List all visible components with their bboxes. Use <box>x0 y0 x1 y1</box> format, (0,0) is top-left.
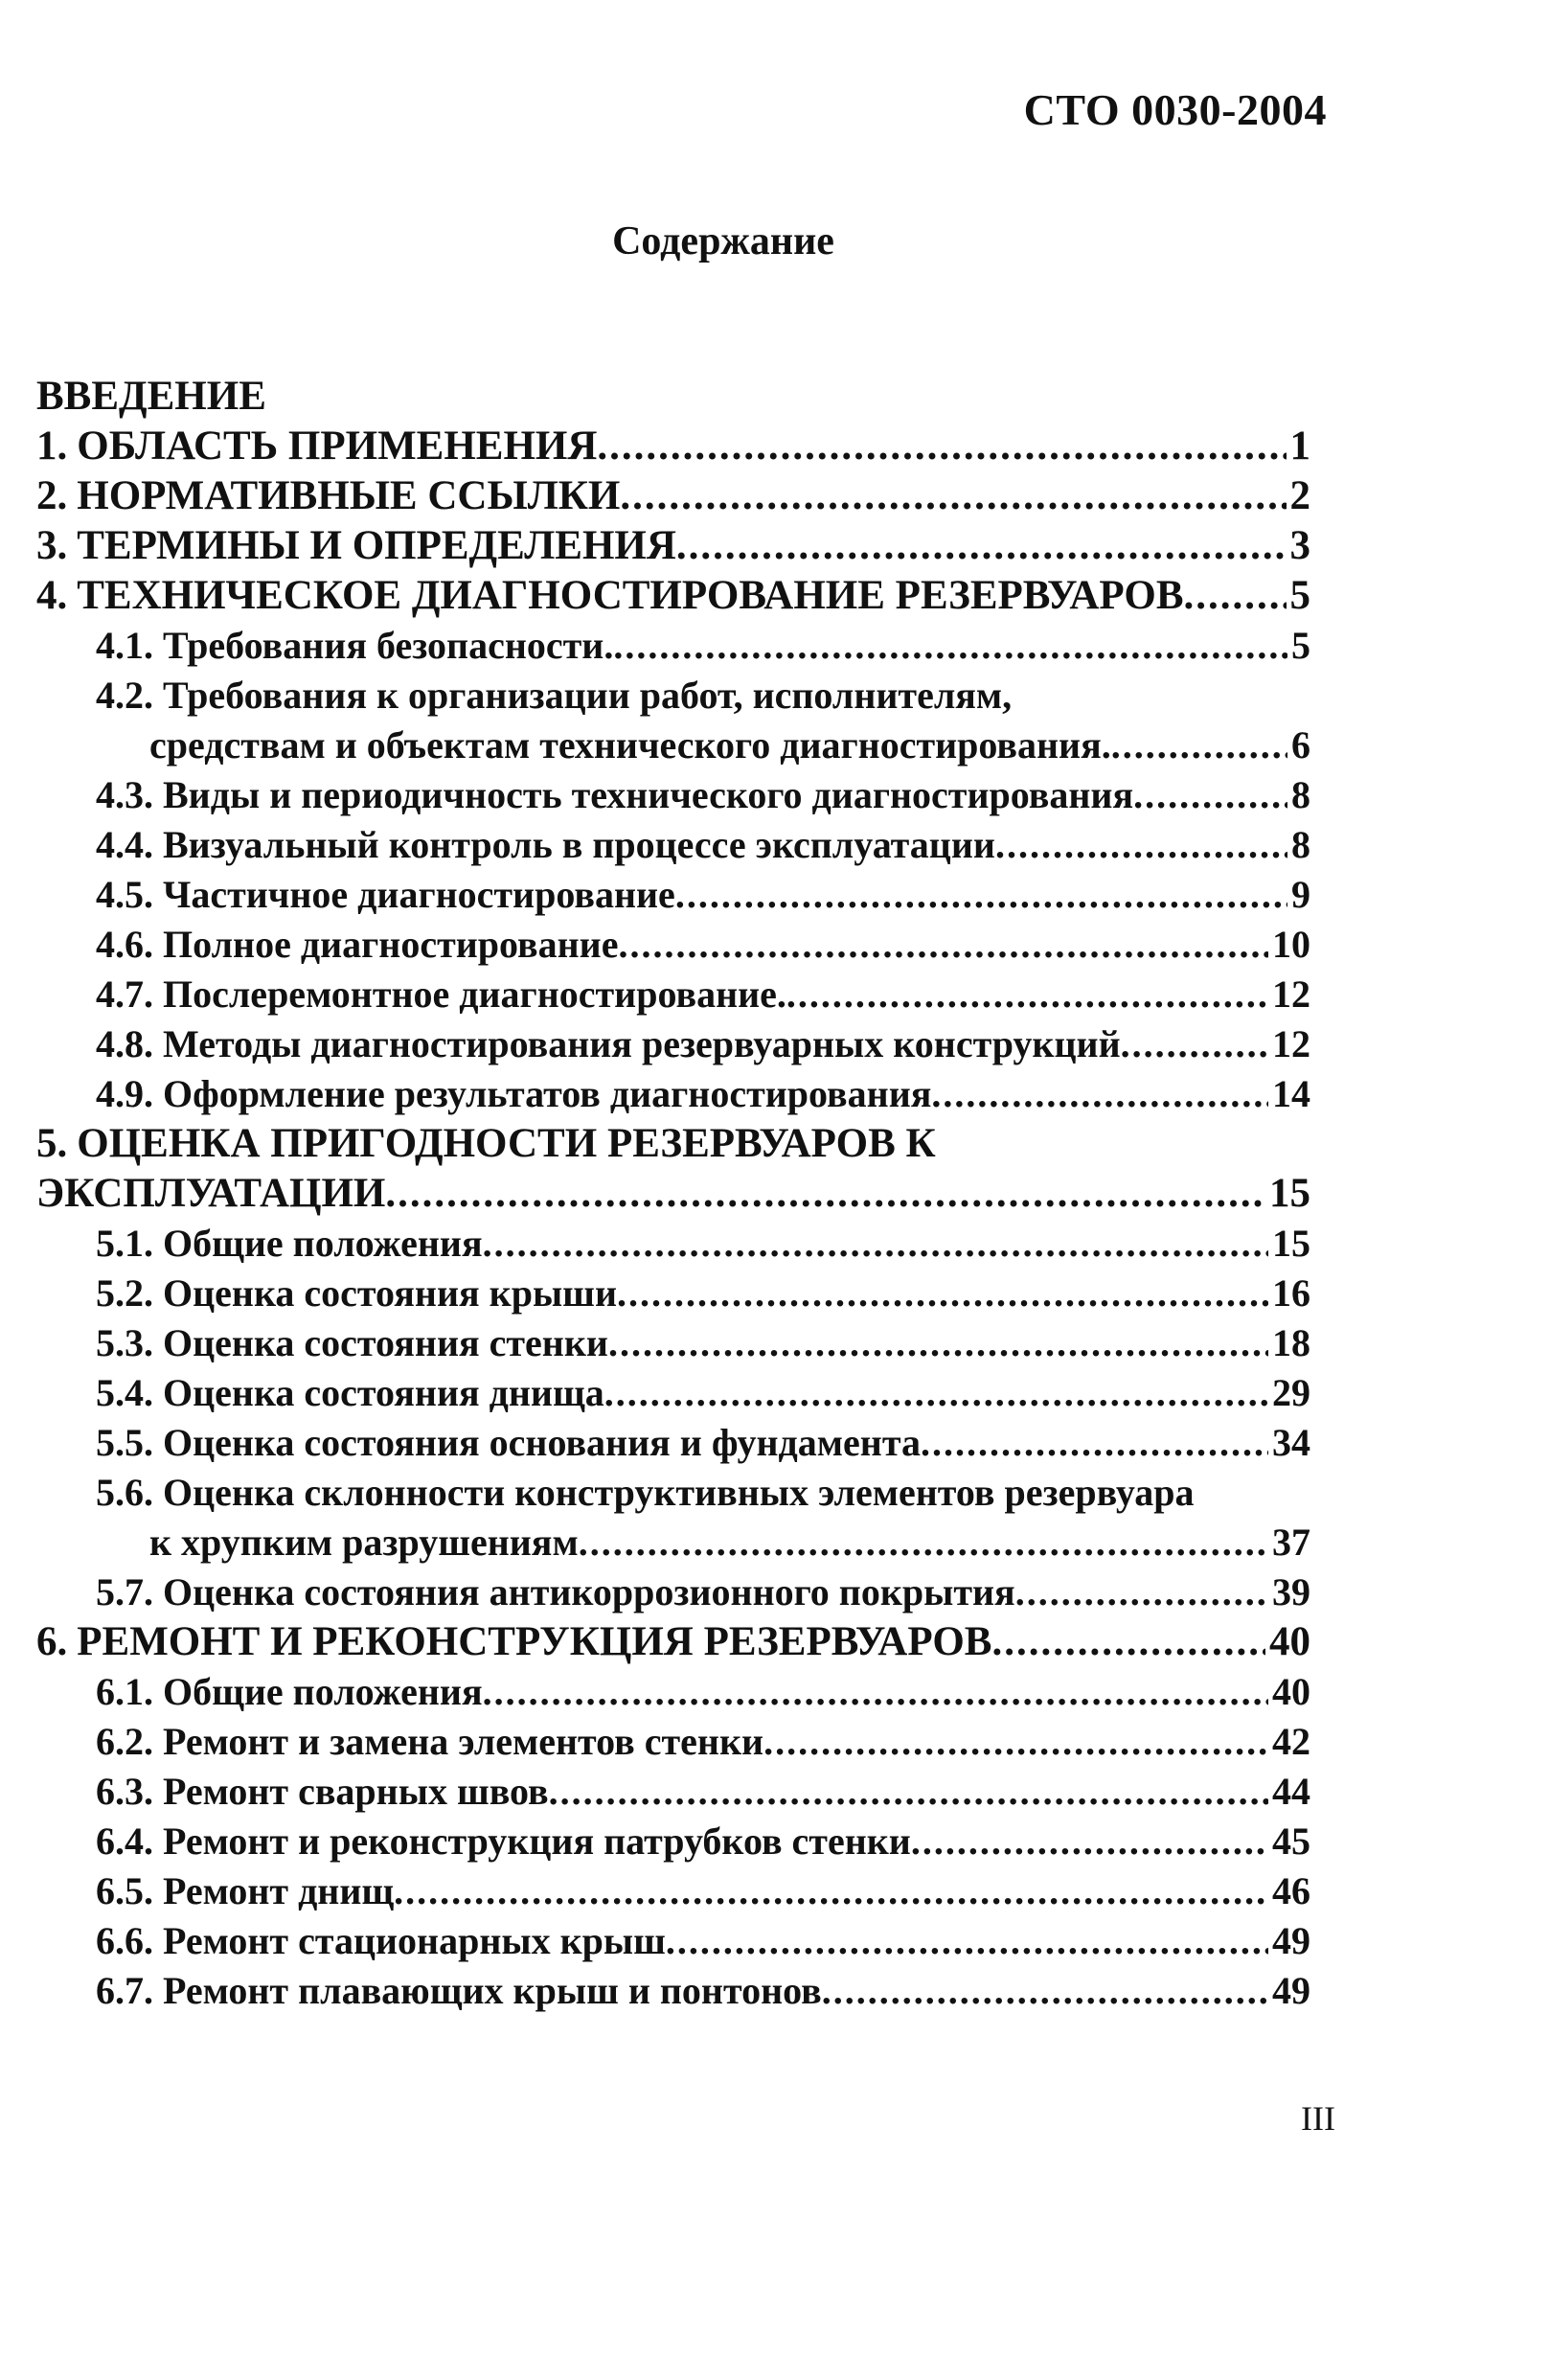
toc-entry[interactable] <box>36 820 1310 870</box>
toc-heading: Содержание <box>612 219 834 263</box>
toc-entry-page: 10 <box>1272 923 1310 966</box>
toc-entry-page: 8 <box>1291 823 1310 866</box>
toc-entry-page: 45 <box>1272 1819 1310 1863</box>
toc-entry[interactable] <box>36 1966 1310 2016</box>
toc-entry-page: 12 <box>1272 1022 1310 1065</box>
toc-entry-number: 4.3. <box>96 773 153 816</box>
toc-entry-page: 46 <box>1272 1869 1310 1912</box>
toc-entry-title: Оценка состояния стенки <box>163 1321 608 1364</box>
toc-entry[interactable] <box>36 671 1310 721</box>
toc-entry-number: 5.7. <box>96 1570 153 1613</box>
toc-entry-title: Ремонт днищ <box>163 1869 395 1912</box>
toc-entry-number: 6.6. <box>96 1919 153 1962</box>
toc-entry-title: ОБЛАСТЬ ПРИМЕНЕНИЯ <box>77 423 598 469</box>
toc-entry[interactable] <box>36 920 1310 970</box>
table-of-contents <box>36 372 1310 2016</box>
dot-leader <box>911 1817 1268 1866</box>
dot-leader <box>666 1916 1268 1966</box>
dot-leader <box>597 422 1286 471</box>
toc-entry[interactable] <box>36 1318 1310 1368</box>
toc-entry-title: Оценка состояния антикоррозионного покрытия <box>163 1570 1015 1613</box>
dot-leader <box>763 1717 1268 1767</box>
toc-entry-title: НОРМАТИВНЫЕ ССЫЛКИ <box>77 473 621 518</box>
toc-entry-title: Ремонт плавающих крыш и понтонов <box>163 1969 822 2012</box>
toc-entry-title: Виды и периодичность технического диагностирования <box>163 773 1134 816</box>
toc-entry-number: 6.1. <box>96 1670 153 1713</box>
toc-entry-number: 4.7. <box>96 973 153 1016</box>
dot-leader <box>579 1518 1268 1568</box>
toc-entry-title: Оценка состояния днища <box>163 1371 604 1414</box>
toc-entry-number: 1. <box>36 423 68 469</box>
dot-leader <box>921 1418 1268 1468</box>
dot-leader <box>613 621 1287 671</box>
toc-entry[interactable] <box>36 471 1310 521</box>
dot-leader <box>1133 770 1287 820</box>
toc-entry-page: 16 <box>1272 1271 1310 1315</box>
dot-leader <box>394 1866 1268 1916</box>
dot-leader <box>483 1219 1268 1269</box>
toc-entry[interactable] <box>36 721 1310 770</box>
toc-entry-page: 2 <box>1289 473 1310 518</box>
dot-leader <box>1111 721 1287 770</box>
toc-entry-page: 49 <box>1272 1969 1310 2012</box>
toc-entry-page: 40 <box>1269 1619 1310 1664</box>
toc-entry[interactable] <box>36 1617 1310 1667</box>
toc-entry-number: 5. <box>36 1121 68 1166</box>
dot-leader <box>608 1318 1268 1368</box>
toc-entry[interactable] <box>36 1368 1310 1418</box>
document-code: СТО 0030-2004 <box>1023 85 1327 134</box>
toc-entry-number: 4.2. <box>96 674 153 717</box>
toc-entry-title: Оформление результатов диагностирования <box>163 1072 932 1115</box>
toc-entry-title: Визуальный контроль в процессе эксплуатации <box>163 823 995 866</box>
toc-entry-page: 39 <box>1272 1570 1310 1613</box>
toc-entry[interactable] <box>36 1019 1310 1069</box>
toc-entry-title: Полное диагностирование <box>163 923 619 966</box>
toc-entry-number: 6.3. <box>96 1770 153 1813</box>
toc-entry-title: Требования к организации работ, исполнителям, <box>163 674 1013 717</box>
toc-entry-page: 6 <box>1291 723 1310 767</box>
toc-entry[interactable] <box>36 372 1310 422</box>
dot-leader <box>822 1966 1268 2016</box>
dot-leader <box>620 471 1286 521</box>
toc-entry-number: 6.4. <box>96 1819 153 1863</box>
toc-entry-page: 44 <box>1272 1770 1310 1813</box>
toc-entry-page: 42 <box>1272 1720 1310 1763</box>
toc-entry-title: ТЕРМИНЫ И ОПРЕДЕЛЕНИЯ <box>77 523 676 568</box>
toc-entry-title: ТЕХНИЧЕСКОЕ ДИАГНОСТИРОВАНИЕ РЕЗЕРВУАРОВ <box>77 573 1184 618</box>
toc-entry-page: 5 <box>1289 573 1310 618</box>
toc-entry-title: к хрупким разрушениям <box>149 1521 579 1564</box>
toc-entry-page: 49 <box>1272 1919 1310 1962</box>
toc-entry[interactable] <box>36 870 1310 920</box>
toc-entry[interactable] <box>36 1817 1310 1866</box>
dot-leader <box>604 1368 1268 1418</box>
toc-entry-number: 4.8. <box>96 1022 153 1065</box>
toc-entry-title: Частичное диагностирование <box>163 873 675 916</box>
toc-entry[interactable] <box>36 770 1310 820</box>
toc-entry-number: 5.4. <box>96 1371 153 1414</box>
toc-entry-number: 5.6. <box>96 1471 153 1514</box>
dot-leader <box>385 1169 1265 1219</box>
toc-entry-title: Оценка состояния основания и фундамента <box>163 1421 921 1464</box>
toc-entry-page: 8 <box>1291 773 1310 816</box>
toc-entry-page: 9 <box>1291 873 1310 916</box>
toc-entry-title: Оценка состояния крыши <box>163 1271 617 1315</box>
toc-entry-number: 4. <box>36 573 68 618</box>
toc-entry-page: 40 <box>1272 1670 1310 1713</box>
toc-entry[interactable] <box>36 1069 1310 1119</box>
toc-entry-title: ЭКСПЛУАТАЦИИ <box>36 1171 386 1216</box>
toc-entry[interactable] <box>36 1518 1310 1568</box>
toc-entry-title: Ремонт стационарных крыш <box>163 1919 666 1962</box>
dot-leader <box>618 920 1268 970</box>
toc-entry-title: Ремонт и реконструкция патрубков стенки <box>163 1819 911 1863</box>
toc-entry[interactable] <box>36 1418 1310 1468</box>
dot-leader <box>786 970 1268 1019</box>
toc-entry-number: 5.3. <box>96 1321 153 1364</box>
toc-entry[interactable] <box>36 1568 1310 1617</box>
dot-leader <box>1184 571 1287 621</box>
toc-entry-page: 12 <box>1272 973 1310 1016</box>
toc-entry-title: Ремонт сварных швов <box>163 1770 549 1813</box>
toc-entry-number: 6.2. <box>96 1720 153 1763</box>
toc-entry[interactable] <box>36 970 1310 1019</box>
toc-entry-page: 5 <box>1291 624 1310 667</box>
toc-entry-title: Оценка склонности конструктивных элементов резервуара <box>163 1471 1195 1514</box>
toc-entry[interactable] <box>36 1169 1310 1219</box>
toc-entry[interactable] <box>36 1468 1310 1518</box>
dot-leader <box>1121 1019 1268 1069</box>
toc-entry-title: Ремонт и замена элементов стенки <box>163 1720 764 1763</box>
toc-entry[interactable] <box>36 521 1310 571</box>
toc-entry[interactable] <box>36 1866 1310 1916</box>
toc-entry-page: 1 <box>1289 423 1310 469</box>
toc-entry-page: 14 <box>1272 1072 1310 1115</box>
dot-leader <box>931 1069 1268 1119</box>
toc-entry-title: РЕМОНТ И РЕКОНСТРУКЦИЯ РЕЗЕРВУАРОВ <box>77 1619 992 1664</box>
dot-leader <box>991 1617 1265 1667</box>
toc-entry-page: 34 <box>1272 1421 1310 1464</box>
toc-entry-page: 29 <box>1272 1371 1310 1414</box>
page-number: III <box>1301 2099 1335 2138</box>
toc-entry-page: 37 <box>1272 1521 1310 1564</box>
toc-entry[interactable] <box>36 1667 1310 1717</box>
toc-entry-number: 6. <box>36 1619 68 1664</box>
toc-entry[interactable] <box>36 1767 1310 1817</box>
dot-leader <box>675 870 1287 920</box>
toc-entry-number: 5.1. <box>96 1222 153 1265</box>
toc-entry-number: 5.2. <box>96 1271 153 1315</box>
toc-entry-title: ВВЕДЕНИЕ <box>36 374 266 419</box>
toc-entry-number: 5.5. <box>96 1421 153 1464</box>
toc-entry-title: средствам и объектам технического диагностирования. <box>149 723 1111 767</box>
toc-entry[interactable] <box>36 422 1310 471</box>
toc-entry[interactable] <box>36 1717 1310 1767</box>
dot-leader <box>676 521 1287 571</box>
toc-entry-number: 4.9. <box>96 1072 153 1115</box>
toc-entry[interactable] <box>36 621 1310 671</box>
toc-entry-title: ОЦЕНКА ПРИГОДНОСТИ РЕЗЕРВУАРОВ К <box>77 1121 936 1166</box>
toc-entry-number: 3. <box>36 523 68 568</box>
toc-entry-number: 2. <box>36 473 68 518</box>
dot-leader <box>995 820 1287 870</box>
toc-entry-number: 4.4. <box>96 823 153 866</box>
dot-leader <box>617 1269 1268 1318</box>
toc-entry-page: 15 <box>1269 1171 1310 1216</box>
toc-entry-number: 4.6. <box>96 923 153 966</box>
toc-entry-number: 4.1. <box>96 624 153 667</box>
toc-entry[interactable] <box>36 1119 1310 1169</box>
toc-entry-title: Послеремонтное диагностирование. <box>163 973 786 1016</box>
toc-entry-number: 6.7. <box>96 1969 153 2012</box>
toc-entry[interactable] <box>36 1219 1310 1269</box>
dot-leader <box>483 1667 1268 1717</box>
toc-entry-title: Методы диагностирования резервуарных конструкций <box>163 1022 1121 1065</box>
toc-entry-title: Требования безопасности. <box>163 624 614 667</box>
toc-entry-page: 3 <box>1289 523 1310 568</box>
toc-entry-number: 6.5. <box>96 1869 153 1912</box>
toc-entry[interactable] <box>36 571 1310 621</box>
toc-entry[interactable] <box>36 1916 1310 1966</box>
dot-leader <box>549 1767 1268 1817</box>
toc-entry-page: 18 <box>1272 1321 1310 1364</box>
toc-entry[interactable] <box>36 1269 1310 1318</box>
toc-entry-title: Общие положения <box>163 1670 483 1713</box>
dot-leader <box>1015 1568 1268 1617</box>
toc-entry-number: 4.5. <box>96 873 153 916</box>
toc-entry-page: 15 <box>1272 1222 1310 1265</box>
toc-entry-title: Общие положения <box>163 1222 483 1265</box>
